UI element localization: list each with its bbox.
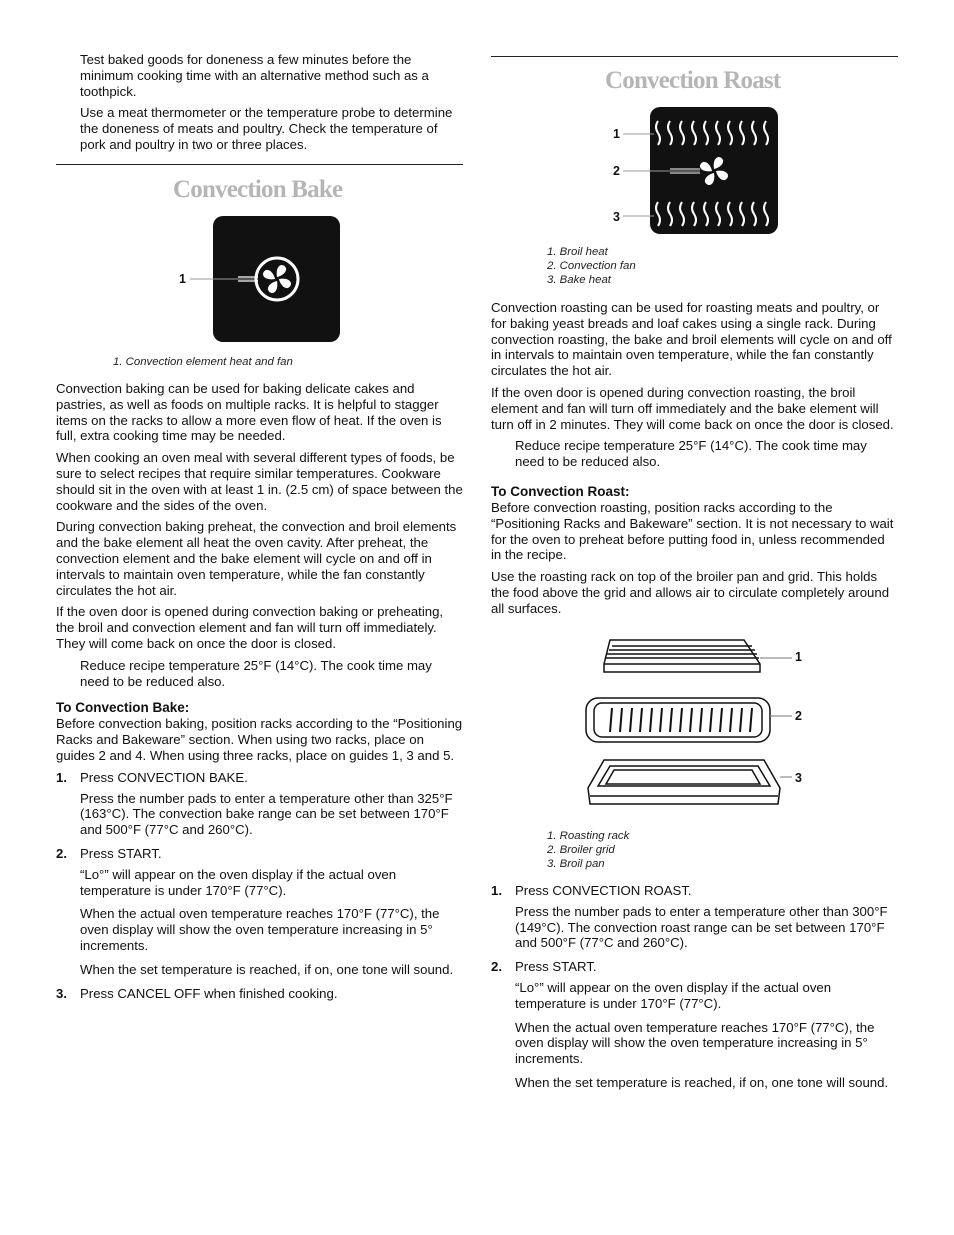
step-sub: Press the number pads to enter a temperature other than 300°F (149°C). The convection roast range can be set between 170°F and 500°F (77°C and 260°C). <box>515 903 888 951</box>
pan-callout-1: 1 <box>795 650 802 664</box>
broiler-pan-figure <box>580 636 810 821</box>
bake-paragraph: During convection baking preheat, the convection and broil elements and the bake element all heat the oven cavity. After preheat, the convection element and the bake element will cycle on and off in intervals to maintain oven temperature, while the fan constantly circulates the hot air. <box>56 519 457 598</box>
step-sub: Press the number pads to enter a temperature other than 325°F (163°C). The convection bake range can be set between 170°F and 500°F (77°C and 260°C). <box>80 790 453 838</box>
step-sub: “Lo°” will appear on the oven display if the actual oven temperature is under 170°F (77°C). <box>80 866 397 898</box>
oven-roast-diagram <box>608 105 788 237</box>
roast-figure-callout-1: 1 <box>613 127 620 141</box>
step-sub: When the set temperature is reached, if on, one tone will sound. <box>515 1074 889 1090</box>
pan-callout-3: 3 <box>795 771 802 785</box>
roast-figure-caption <box>547 245 636 287</box>
roast-howto-title: To Convection Roast: <box>491 483 630 499</box>
caption-line: 2. Convection fan <box>547 260 636 272</box>
roasting-rack-icon <box>604 640 792 672</box>
pan-figure-caption <box>547 829 629 871</box>
roast-paragraph: Convection roasting can be used for roasting meats and poultry, or for baking yeast breads and loaf cakes using a single rack. During convection roasting, the bake and broil elements will cycle on and off in intervals to maintain oven temperature, while the fan constantly circulates the hot air. <box>491 300 892 379</box>
pan-callout-2: 2 <box>795 709 802 723</box>
bake-steps <box>56 770 464 1002</box>
roast-howto-paragraph: Use the roasting rack on top of the broiler pan and grid. This holds the food above the grid and allows air to circulate completely around all surfaces. <box>491 569 890 616</box>
roast-step <box>491 883 898 951</box>
bake-howto-intro: Before convection baking, position racks according to the “Positioning Racks and Bakeware” section. When using two racks, place on guides 2 and 4. When using three racks, place on guides 1, 3 and 5. <box>56 716 463 763</box>
bake-note: Reduce recipe temperature 25°F (14°C). The cook time may need to be reduced also. <box>80 657 432 689</box>
bake-paragraph: When cooking an oven meal with several different types of foods, be sure to select recipes that require similar temperatures. Cookware should sit in the oven with at least 1 in. (2.5 cm) of space between the cookware and the sides of the oven. <box>56 450 463 513</box>
bake-paragraph: If the oven door is opened during convection baking or preheating, the broil and convection element and fan will turn off immediately. They will come back on once the door is closed. <box>56 604 444 651</box>
step-main: Press START. <box>80 845 162 861</box>
bake-body <box>56 381 464 1009</box>
roast-steps <box>491 883 898 1091</box>
step-sub: “Lo°” will appear on the oven display if the actual oven temperature is under 170°F (77°C). <box>515 979 832 1011</box>
bake-figure-caption: 1. Convection element heat and fan <box>113 356 293 368</box>
roast-steps-block <box>491 883 898 1099</box>
roast-howto-intro: Before convection roasting, position racks according to the “Positioning Racks and Bakeware” section. It is not necessary to wait for the oven to preheat before putting food in, unless recommended in the recipe. <box>491 499 894 563</box>
step-number: 1. <box>56 769 67 785</box>
caption-line: 1. Broil heat <box>547 246 608 258</box>
intro-paragraph-1: Test baked goods for doneness a few minutes before the minimum cooking time with an alternative method such as a toothpick. <box>80 52 429 99</box>
oven-fan-diagram <box>178 215 348 345</box>
caption-line: 3. Bake heat <box>547 274 611 286</box>
bake-howto-title: To Convection Bake: <box>56 700 190 716</box>
convection-bake-figure <box>178 215 348 345</box>
bake-paragraph: Convection baking can be used for baking delicate cakes and pastries, as well as foods on multiple racks. It is helpful to stagger items on the racks to allow a more even flow of heat. If the oven is full, extra cooking time may be needed. <box>56 381 442 444</box>
bake-step <box>56 846 464 978</box>
intro-block <box>80 52 464 159</box>
intro-paragraph-2: Use a meat thermometer or the temperature probe to determine the doneness of meats and poultry. Check the temperature of pork and poultry in two or three places. <box>80 105 453 152</box>
step-sub: When the actual oven temperature reaches 170°F (77°C), the oven display will show the oven temperature increasing in 5° increments. <box>80 906 440 953</box>
roast-note: Reduce recipe temperature 25°F (14°C). The cook time may need to be reduced also. <box>515 438 867 470</box>
step-number: 2. <box>56 845 67 861</box>
roast-step <box>491 959 898 1091</box>
step-main: Press CONVECTION BAKE. <box>80 769 248 785</box>
roast-figure-callout-2: 2 <box>613 164 620 178</box>
caption-line: 3. Broil pan <box>547 858 605 870</box>
broil-pan-icon <box>588 760 792 804</box>
step-sub: When the set temperature is reached, if on, one tone will sound. <box>80 961 454 977</box>
step-number: 1. <box>491 883 502 898</box>
step-main: Press CONVECTION ROAST. <box>515 883 692 898</box>
step-number: 2. <box>491 959 502 975</box>
convection-roast-figure <box>608 105 788 237</box>
roast-paragraph: If the oven door is opened during convection roasting, the broil element and fan will turn off immediately and the bake element will turn off in 2 minutes. They will come back on once the door is closed. <box>491 384 894 432</box>
section-divider-bake <box>56 164 463 165</box>
bake-step <box>56 770 464 838</box>
convection-roast-title: Convection Roast <box>605 67 781 94</box>
caption-line: 2. Broiler grid <box>547 844 615 856</box>
step-main: Press CANCEL OFF when finished cooking. <box>80 985 338 1001</box>
bake-figure-callout: 1 <box>179 272 186 286</box>
caption-line: 1. Roasting rack <box>547 830 630 842</box>
step-number: 3. <box>56 985 67 1001</box>
broiler-pan-diagram <box>580 636 810 821</box>
broiler-grid-icon <box>586 698 792 742</box>
bake-step <box>56 986 464 1002</box>
roast-body-top <box>491 300 898 623</box>
step-sub: When the actual oven temperature reaches 170°F (77°C), the oven display will show the oven temperature increasing in 5° increments. <box>515 1019 875 1067</box>
roast-figure-callout-3: 3 <box>613 210 620 224</box>
convection-bake-title: Convection Bake <box>173 176 343 203</box>
step-main: Press START. <box>515 959 597 975</box>
section-divider-roast <box>491 56 898 57</box>
